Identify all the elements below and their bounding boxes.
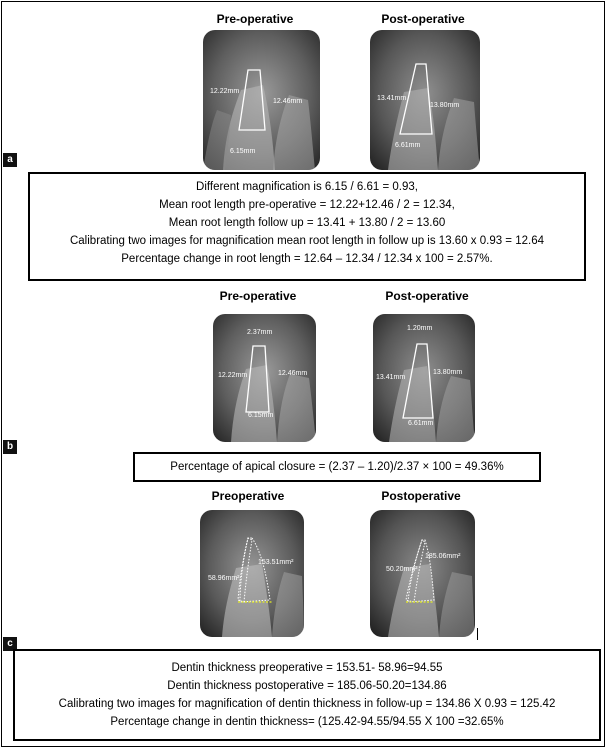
panel-a-calculation-box [28,172,586,281]
panel-a-tag: a [3,153,17,167]
panel-c-line-3: Calibrating two images for magnification of dentin thickness in follow-up = 134.86 X 0.93 = 125.42 [58,698,556,710]
panel-c-line-1: Dentin thickness preoperative = 153.51- 58.96=94.55 [171,662,443,674]
panel-b-line-1: Percentage of apical closure = (2.37 – 1.20)/2.37 × 100 = 49.36% [170,461,504,473]
panel-c-pre-xray [200,510,304,637]
panel-c-line-2: Dentin thickness postoperative = 185.06-50.20=134.86 [167,680,447,692]
panel-a-line-1: Different magnification is 6.15 / 6.61 = 0.93, [196,181,418,193]
panel-b-pre-bottom-measure: 6.15mm [248,412,274,419]
panel-a-pre-right-measure: 12.46mm [273,98,303,105]
panel-b-post-title: Post-operative [385,289,469,303]
panel-a-line-2: Mean root length pre-operative = 12.22+12.46 / 2 = 12.34, [159,199,455,211]
panel-b-post-right-measure: 13.80mm [433,369,463,376]
panel-c-post-right-measure: 185.06mm² [425,553,461,560]
panel-b-post-bottom-measure: 6.61mm [408,420,434,427]
panel-a-post-left-measure: 13.41mm [377,95,407,102]
panel-b-tag: b [3,440,17,454]
panel-b-pre-title: Pre-operative [219,289,297,303]
panel-c-tag: c [3,637,17,651]
panel-a-pre-left-measure: 12.22mm [210,88,240,95]
panel-a-line-4: Calibrating two images for magnification mean root length in follow up is 13.60 x 0.93 = 12.64 [69,235,544,247]
panel-a-pre-bottom-measure: 6.15mm [230,148,256,155]
panel-b-pre-left-measure: 12.22mm [218,372,248,379]
panel-c-calculation-box [13,649,601,741]
panel-a-post-bottom-measure: 6.61mm [395,142,421,149]
panel-a-line-5: Percentage change in root length = 12.64 – 12.34 / 12.34 x 100 = 2.57%. [121,253,493,265]
panel-a-pre-xray [203,30,320,170]
panel-b-post-left-measure: 13.41mm [376,374,406,381]
panel-c-post-left-measure: 50.20mm² [386,566,418,573]
divider-tick [477,628,478,640]
panel-b-post-top-measure: 1.20mm [407,325,433,332]
panel-b-pre-top-measure: 2.37mm [247,329,273,336]
panel-a-post-title: Post-operative [381,12,465,26]
panel-b-pre-right-measure: 12.46mm [278,370,308,377]
panel-c-post-title: Postoperative [381,489,461,503]
panel-c-pre-title: Preoperative [211,489,285,503]
panel-a-line-3: Mean root length follow up = 13.41 + 13.80 / 2 = 13.60 [168,217,446,229]
panel-c-pre-right-measure: 153.51mm² [258,559,294,566]
panel-a-pre-title: Pre-operative [216,12,294,26]
panel-c-post-xray [370,510,475,637]
panel-b-calculation-box [133,452,541,482]
panel-a-post-right-measure: 13.80mm [430,102,460,109]
panel-c-pre-left-measure: 58.96mm² [208,575,240,582]
panel-c-line-4: Percentage change in dentin thickness= (125.42-94.55/94.55 X 100 =32.65% [110,716,504,728]
